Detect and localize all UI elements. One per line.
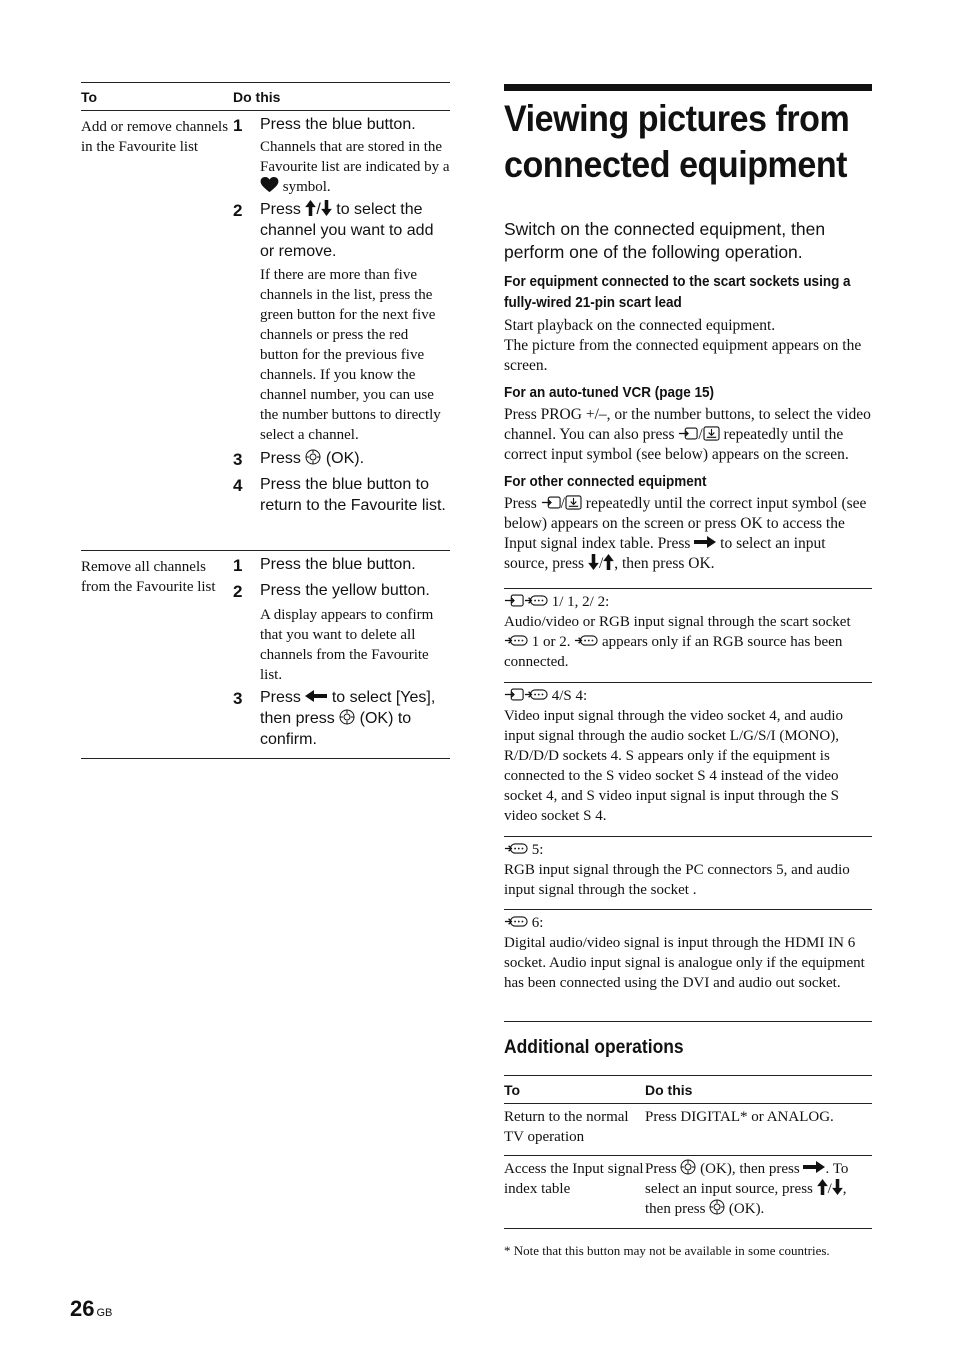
ok-button-icon: [305, 449, 321, 465]
arrow-down-icon: [832, 1179, 843, 1195]
step-note: A display appears to confirm that you want to delete all channels from the Favourite list.: [260, 607, 434, 683]
step-number: 3: [233, 689, 243, 708]
intro-text: Switch on the connected equipment, then perform one of the following operation.: [504, 219, 826, 262]
heart-icon: [260, 177, 279, 193]
step-text: Press (OK).: [260, 450, 365, 467]
arrow-up-icon: [305, 200, 316, 216]
input-box-scart: 1/ 1, 2/ 2: Audio/video or RGB input signal through the scart socket 1 or 2. appears only if an RGB source has been connected.: [504, 588, 872, 680]
input-icon: [541, 495, 561, 510]
step: [233, 687, 450, 750]
ok-button-icon: [680, 1159, 696, 1175]
input-icon: [504, 593, 524, 608]
arrow-right-icon: [803, 1161, 825, 1173]
table-row: [81, 551, 450, 759]
rgb-input-icon: [504, 914, 528, 929]
step-note: Channels that are stored in the Favourite list are indicated by a symbol.: [260, 139, 450, 195]
arrow-down-icon: [588, 554, 599, 570]
step-number: 2: [233, 582, 243, 601]
scart-heading: For equipment connected to the scart sockets using a fully-wired 21-pin scart lead: [504, 273, 851, 311]
input-box-video: 4/S 4: Video input signal through the video socket 4, and audio input signal through the audio socket L/G/S/I (MONO), R/D/D/D sockets 4. S appears only if the equipment is connected to the S video socket S 4 instead of the video socket 4, and S video input signal is input through the S video socket S 4.: [504, 682, 872, 834]
input-box-hdmi: 6: Digital audio/video signal is input through the HDMI IN 6 socket. Audio input signal is analogue only if the equipment has been connected using the DVI and audio out socket.: [504, 909, 872, 1022]
step-text: Press / to select the channel you want to add or remove.: [260, 201, 434, 260]
step-note: If there are more than five channels in the list, press the green button for the next five channels or press the red button for the previous five channels. If you know the channel number, you can use the number buttons to directly select a channel.: [260, 267, 441, 443]
step-text: Press the blue button.: [260, 116, 416, 133]
table-row: [504, 1104, 872, 1156]
step-text: Press the blue button to return to the Favourite list.: [260, 476, 446, 514]
vcr-text: Press PROG +/–, or the number buttons, to select the video channel. You can also press / repeatedly until the correct input symbol (see below) appears on the screen.: [504, 406, 871, 463]
favourite-list-table: [81, 82, 450, 759]
rgb-input-icon: [504, 633, 528, 648]
footnote: * Note that this button may not be available in some countries.: [504, 1243, 830, 1258]
step-number: 3: [233, 450, 243, 469]
rgb-input-icon: [524, 593, 548, 608]
other-text: Press / repeatedly until the correct input symbol (see below) appears on the screen or press OK to access the Input signal index table. Press to select an input source, press / , then press OK.: [504, 495, 867, 572]
row-action: Remove all channels from the Favourite list: [81, 559, 216, 595]
step: [233, 474, 450, 516]
other-heading: For other connected equipment: [504, 473, 707, 490]
rgb-input-icon: [524, 687, 548, 702]
step-number: 4: [233, 476, 243, 495]
step: [233, 554, 450, 577]
additional-operations-table: [504, 1075, 872, 1229]
box-title: 4/S 4:: [504, 686, 872, 706]
table-row: [504, 1156, 872, 1229]
additional-operations-heading: Additional operations: [504, 1037, 684, 1058]
header-to: To: [504, 1081, 521, 1098]
page-title: Viewing pictures from connected equipment: [504, 98, 850, 185]
row-action: Return to the normal TV operation: [504, 1109, 629, 1145]
step: [233, 114, 450, 137]
table-header: [81, 83, 450, 111]
arrow-down-icon: [321, 200, 332, 216]
table-header: [504, 1076, 872, 1104]
scart-text: Start playback on the connected equipment. The picture from the connected equipment appears on the screen.: [504, 317, 862, 374]
box-title: 6:: [504, 913, 872, 933]
box-title: 5:: [504, 840, 872, 860]
header-do-this: Do this: [645, 1081, 693, 1098]
vcr-heading: For an auto-tuned VCR (page 15): [504, 384, 715, 401]
tv-input-icon: [565, 495, 582, 510]
right-column: [504, 84, 872, 1259]
rgb-input-icon: [504, 841, 528, 856]
row-instruction: Press (OK), then press . To select an input source, press / , then press (OK).: [645, 1161, 849, 1217]
arrow-up-icon: [603, 554, 614, 570]
step-text: Press the yellow button.: [260, 582, 430, 599]
tv-input-icon: [703, 426, 720, 441]
arrow-right-icon: [694, 536, 716, 548]
input-icon: [678, 426, 698, 441]
ok-button-icon: [709, 1199, 725, 1215]
arrow-up-icon: [817, 1179, 828, 1195]
page-number: 26 GB: [70, 1296, 113, 1321]
step: [233, 448, 450, 471]
ok-button-icon: [339, 709, 355, 725]
step-number: 1: [233, 556, 243, 575]
row-action: Access the Input signal index table: [504, 1161, 644, 1197]
step-text: Press to select [Yes], then press (OK) to confirm.: [260, 689, 436, 748]
box-title: 1/ 1, 2/ 2:: [504, 592, 872, 612]
step-text: Press the blue button.: [260, 556, 416, 573]
input-icon: [504, 687, 524, 702]
title-rule: [504, 84, 872, 91]
row-action: Add or remove channels in the Favourite list: [81, 119, 229, 155]
step-number: 2: [233, 201, 243, 220]
table-row: [81, 111, 450, 551]
arrow-left-icon: [305, 690, 327, 702]
rgb-input-icon: [574, 633, 598, 648]
row-instruction: Press DIGITAL* or ANALOG.: [645, 1109, 834, 1125]
header-do-this: Do this: [233, 88, 281, 105]
step-number: 1: [233, 116, 243, 135]
step: [233, 199, 450, 262]
header-to: To: [81, 88, 98, 105]
input-box-pc: 5: RGB input signal through the PC connectors 5, and audio input signal through the socket .: [504, 836, 872, 907]
step: [233, 580, 450, 603]
